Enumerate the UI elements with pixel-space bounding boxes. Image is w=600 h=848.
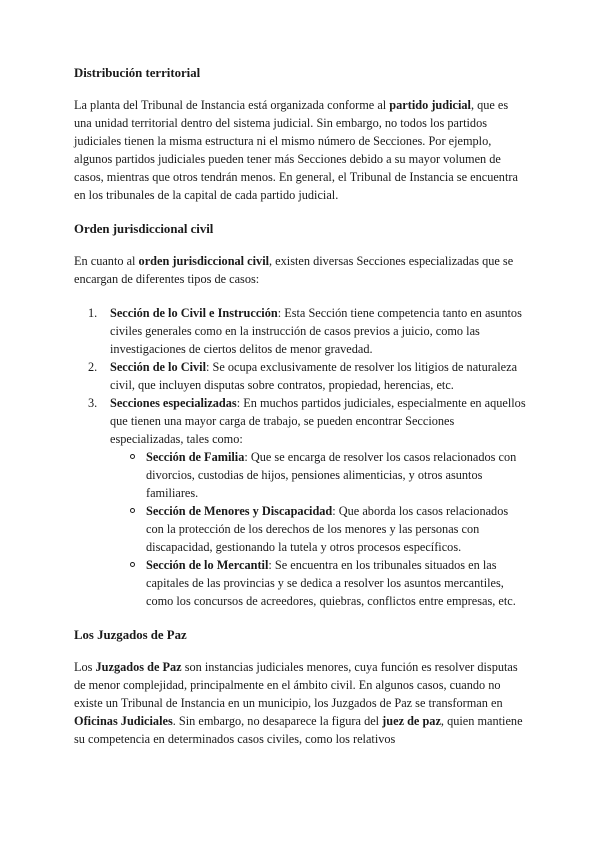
list-item-text: : Se ocupa exclusivamente de resolver los litigios de naturaleza civil, que incluyen disputas sobre contratos, propiedad, herencias, etc. [110, 360, 518, 392]
circle-bullet-icon [130, 562, 135, 567]
text-run: , que es una unidad territorial dentro del sistema judicial. Sin embargo, no todos los partidos judiciales tienen la misma estructura ni el mismo número de Secciones. Por ejemplo, algunos partidos judiciales pueden tener más Secciones debido a su mayor volumen de casos, mientras que otros tendrán menos. En general, el Tribunal de Instancia se encuentra en los tribunales de la capital de cada partido judicial. [74, 98, 518, 202]
bold-term-partido-judicial: partido judicial [389, 98, 471, 112]
sublist-item-title: Sección de Menores y Discapacidad [146, 504, 333, 518]
text-run: En cuanto al [74, 254, 139, 268]
sublist-item-title: Sección de lo Mercantil [146, 558, 269, 572]
list-item-title: Sección de lo Civil [110, 360, 206, 374]
heading-orden-jurisdiccional-civil: Orden jurisdiccional civil [74, 222, 214, 236]
numbered-list-secciones [74, 304, 526, 610]
paragraph-juzgados-de-paz [74, 658, 526, 748]
text-run: Los [74, 660, 96, 674]
heading-distribucion-territorial: Distribución territorial [74, 66, 201, 80]
sublist-item-text: : Que aborda los casos relacionados con la protección de los derechos de los menores y las personas con discapacidad, gestionando la tutela y otros procesos específicos. [146, 504, 509, 554]
bold-term-juzgados-de-paz: Juzgados de Paz [95, 660, 182, 674]
text-run: , quien mantiene su competencia en determinados casos civiles, como los relativos [74, 714, 523, 746]
sublist-item-familia [110, 448, 526, 502]
list-item-seccion-civil [74, 358, 526, 394]
circle-bullet-icon [130, 508, 135, 513]
list-item-text: : Esta Sección tiene competencia tanto en asuntos civiles generales como en la instrucción de casos previos a juicio, como las investigaciones de ciertos delitos de menor gravedad. [110, 306, 522, 356]
paragraph-orden-intro [74, 252, 526, 288]
text-run: La planta del Tribunal de Instancia está organizada conforme al [74, 98, 390, 112]
list-item-secciones-especializadas [74, 394, 526, 610]
bold-term-juez-de-paz: juez de paz [382, 714, 441, 728]
bold-term-orden-civil: orden jurisdiccional civil [138, 254, 270, 268]
document-page [74, 64, 526, 748]
text-run: son instancias judiciales menores, cuya función es resolver disputas de menor complejidad, principalmente en el ámbito civil. En algunos casos, cuando no existe un Tribunal de Instancia en un municipio, los Juzgados de Paz se transforman en [74, 660, 518, 710]
circle-bullet-icon [130, 454, 135, 459]
list-number: 3. [88, 396, 98, 410]
sublist-item-text: : Se encuentra en los tribunales situados en las capitales de las provincias y se dedica a resolver los asuntos mercantiles, como los concursos de acreedores, quiebras, conflictos entre empresas, etc. [146, 558, 516, 608]
list-item-title: Sección de lo Civil e Instrucción [110, 306, 278, 320]
list-number: 2. [88, 360, 98, 374]
list-item-seccion-civil-instruccion [74, 304, 526, 358]
sublist-item-menores-discapacidad [110, 502, 526, 556]
sublist-item-text: : Que se encarga de resolver los casos relacionados con divorcios, custodias de hijos, pensiones alimenticias, y otros asuntos familiares. [146, 450, 517, 500]
text-run: , existen diversas Secciones especializadas que se encargan de diferentes tipos de casos: [74, 254, 514, 286]
list-item-title: Secciones especializadas [110, 396, 237, 410]
list-item-text: : En muchos partidos judiciales, especialmente en aquellos que tienen una mayor carga de trabajo, se pueden encontrar Secciones especializadas, tales como: [110, 396, 526, 446]
bulleted-sublist [110, 448, 526, 610]
sublist-item-title: Sección de Familia [146, 450, 245, 464]
heading-juzgados-de-paz: Los Juzgados de Paz [74, 628, 187, 642]
bold-term-oficinas-judiciales: Oficinas Judiciales [74, 714, 173, 728]
text-run: . Sin embargo, no desaparece la figura del [172, 714, 383, 728]
list-number: 1. [88, 306, 98, 320]
paragraph-distribucion [74, 96, 526, 204]
sublist-item-mercantil [110, 556, 526, 610]
